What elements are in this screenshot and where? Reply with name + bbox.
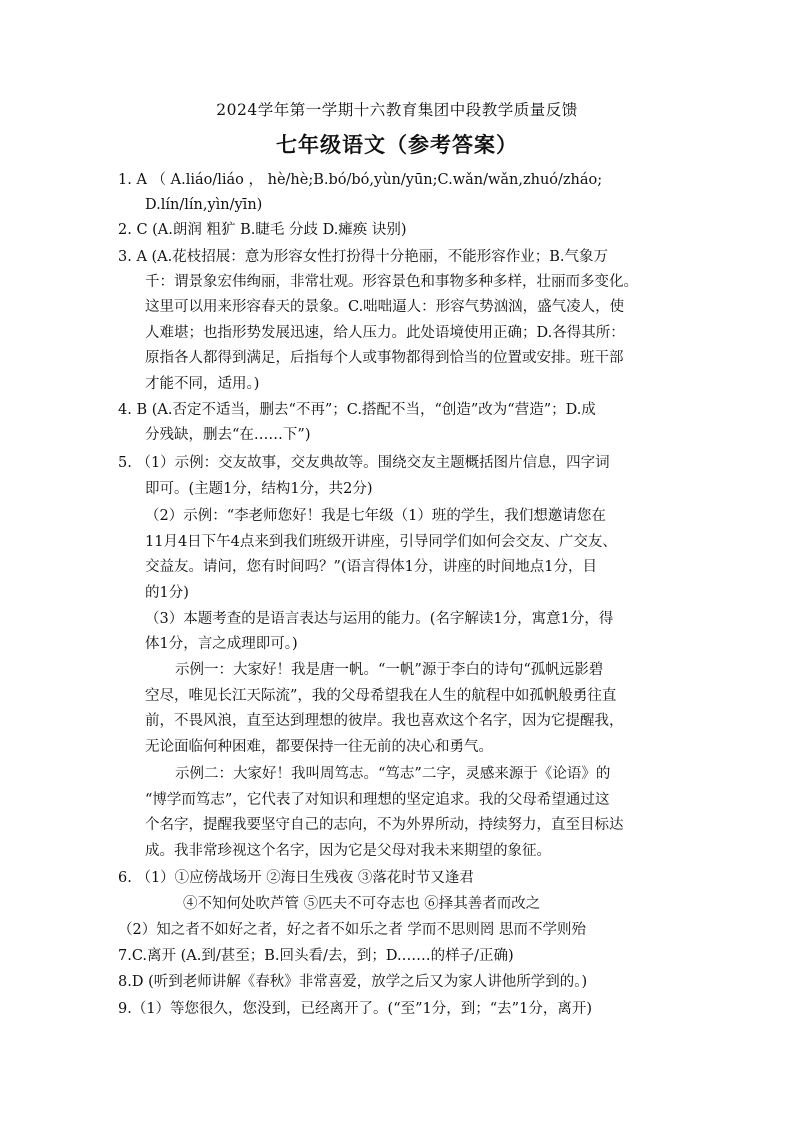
answer-line: 的1分) <box>145 585 189 601</box>
answer-line: 分残缺，删去“在……下”) <box>145 427 311 443</box>
answer-line: 1. A （ A.liáo/liáo ， hè/hè;B.bó/bó,yùn/yūn;C.wǎn/wǎn,zhuó/zháo; <box>118 172 603 188</box>
page-subtitle: 七年级语文（参考答案） <box>276 132 518 157</box>
answer-line: 个名字，提醒我要坚守自己的志向，不为外界所动，持续努力，直至目标达 <box>145 817 624 833</box>
answer-line: （3）本题考查的是语言表达与运用的能力。(名字解读1分，寓意1分，得 <box>145 611 614 627</box>
answer-line: 示例二：大家好！我叫周笃志。“笃志”二字，灵感来源于《论语》的 <box>175 766 611 782</box>
answer-line: 示例一：大家好！我是唐一帆。“一帆”源于李白的诗句“孤帆远影碧 <box>175 662 604 678</box>
answer-line: 人难堪；也指形势发展迅速，给人压力。此处语境使用正确；D.各得其所： <box>145 325 625 341</box>
answer-line: 5. （1）示例：交友故事，交友典故等。围绕交友主题概括图片信息，四字词 <box>118 455 610 471</box>
answer-line: 2. C (A.朗润 粗犷 B.睫毛 分歧 D.瘫痪 诀别) <box>118 222 407 238</box>
answer-line: （2）知之者不如好之者，好之者不如乐之者 学而不思则罔 思而不学则殆 <box>118 922 586 938</box>
answer-line: 这里可以用来形容春天的景象。C.咄咄逼人：形容气势汹汹，盛气凌人，使 <box>145 299 625 315</box>
answer-line: 即可。(主题1分，结构1分，共2分) <box>145 481 373 497</box>
answer-line: D.lín/lín,yìn/yīn) <box>145 197 263 213</box>
answer-line: 4. B (A.否定不适当，删去“不再”；C.搭配不当，“创造”改为“营造”；D.成 <box>118 402 596 418</box>
answer-line: 原指各人都得到满足，后指每个人或事物都得到恰当的位置或安排。班干部 <box>145 350 624 366</box>
answer-line: 无论面临何种困难，都要保持一往无前的决心和勇气。 <box>145 739 493 755</box>
answer-line: “博学而笃志”，它代表了对知识和理想的坚定追求。我的父母希望通过这 <box>145 792 610 808</box>
answer-line: 9.（1）等您很久，您没到，已经离开了。(“至”1分，到；“去”1分，离开) <box>118 1001 592 1017</box>
page-header-title: 2024学年第一学期十六教育集团中段教学质量反馈 <box>216 101 578 119</box>
answer-line: 才能不同，适用。) <box>145 376 260 392</box>
answer-line: 8.D (听到老师讲解《春秋》非常喜爱，放学之后又为家人讲他所学到的。) <box>118 974 588 990</box>
answer-line: 体1分，言之成理即可。) <box>145 636 298 652</box>
answer-line: 千：谓景象宏伟绚丽，非常壮观。形容景色和事物多种多样，壮丽而多变化。 <box>145 274 638 290</box>
answer-line: （2）示例：“李老师您好！我是七年级（1）班的学生，我们想邀请您在 <box>145 508 606 524</box>
answer-line: 3. A (A.花枝招展：意为形容女性打扮得十分艳丽，不能形容作业；B.气象万 <box>118 249 609 265</box>
answer-line: 成。我非常珍视这个名字，因为它是父母对我未来期望的象征。 <box>145 843 551 859</box>
answer-line: 空尽，唯见长江天际流”，我的父母希望我在人生的航程中如孤帆般勇往直 <box>145 688 617 704</box>
answer-line: 7.C.离开 (A.到/甚至；B.回头看/去，到；D.……的样子/正确) <box>118 948 514 964</box>
answer-line: 前，不畏风浪，直至达到理想的彼岸。我也喜欢这个名字，因为它提醒我， <box>145 713 624 729</box>
answer-line: 6. （1）①应傍战场开 ②海日生残夜 ③落花时节又逢君 <box>118 870 474 886</box>
answer-line: 11月4日下午4点来到我们班级开讲座，引导同学们如何会交友、广交友、 <box>145 534 617 550</box>
answer-line: ④不知何处吹芦管 ⑤匹夫不可夺志也 ⑥择其善者而改之 <box>183 896 541 912</box>
answer-line: 交益友。请问，您有时间吗？”(语言得体1分，讲座的时间地点1分，目 <box>145 559 598 575</box>
